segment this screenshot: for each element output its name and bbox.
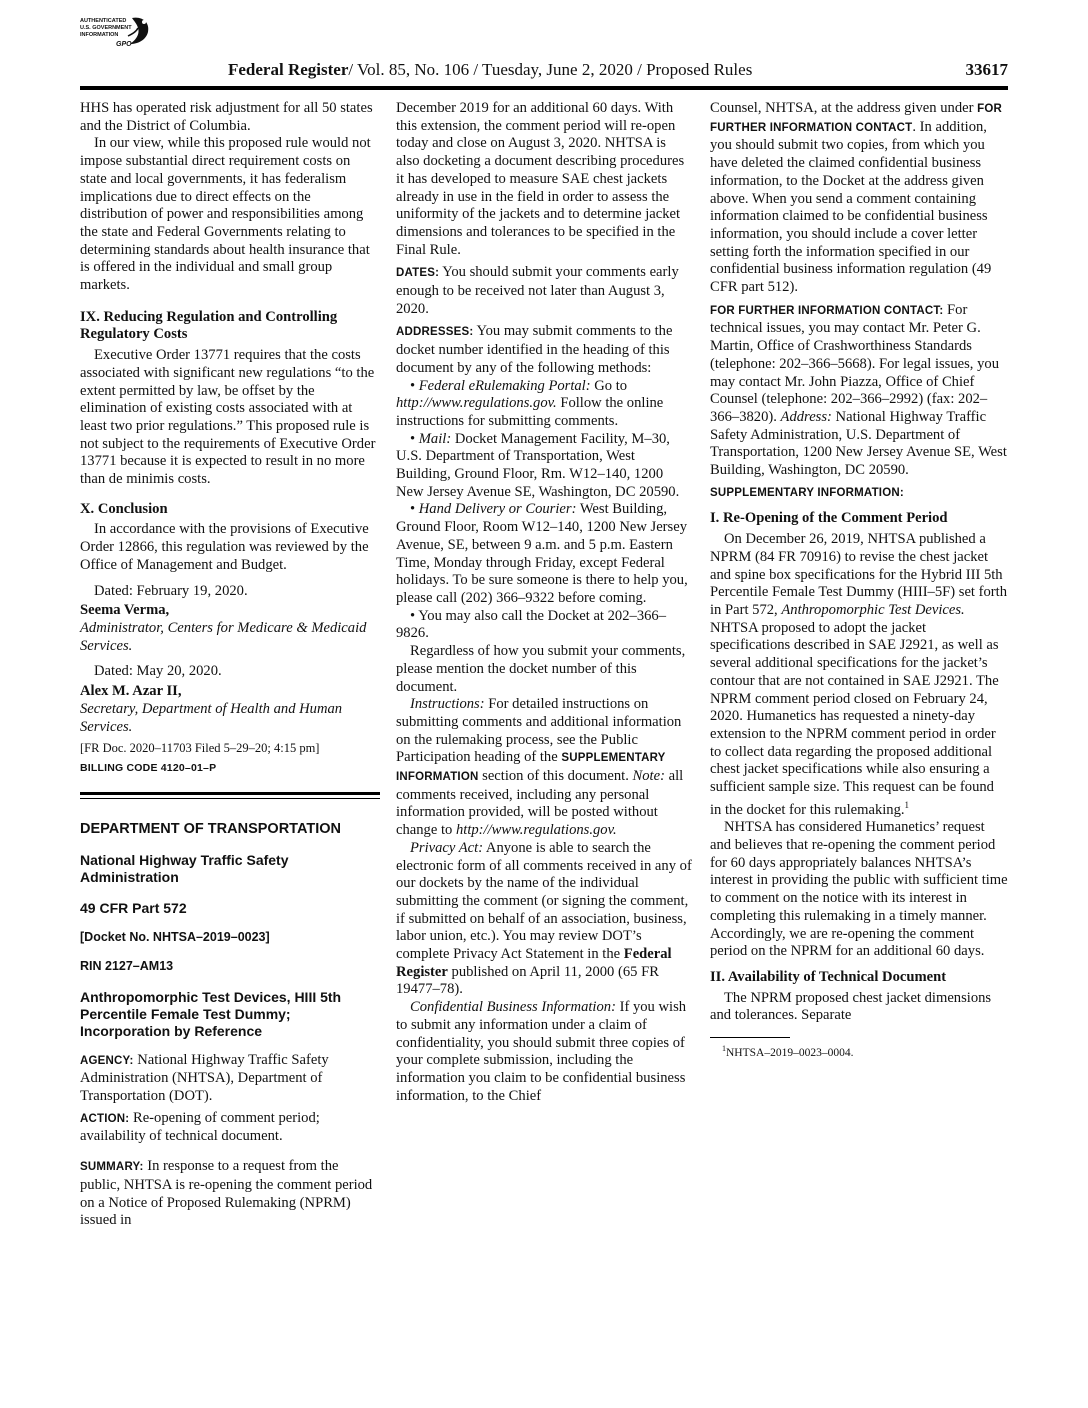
part-title: Anthropomorphic Test Devices. xyxy=(781,601,965,618)
signer-name: Alex M. Azar II, xyxy=(80,683,182,700)
regulations-link[interactable]: http://www.regulations.gov. xyxy=(455,822,617,839)
page-header xyxy=(80,60,1008,84)
list-item: • Federal eRulemaking Portal: Go to http://www.regulations.gov. Follow the online instructions for submitting comments. xyxy=(396,377,664,429)
header-rule xyxy=(80,86,1008,90)
signer-title: Administrator, Centers for Medicare & Medicaid Services. xyxy=(80,619,367,654)
dates-label: DATES: xyxy=(396,267,440,280)
portal-text-2: Follow the online instructions for submitting comments. xyxy=(396,395,664,429)
paragraph: December 2019 for an additional 60 days. With this extension, the comment period will re-open today and close on August 3, 2020. NHTSA is also docketing a document describing procedures it has developed to measure SAE chest jackets already in use in the field in order to assess the uniformity of the jackets and to determine jacket dimensions and tolerances to be specified in the Final Rule. xyxy=(396,100,685,258)
rin-number: RIN 2127–AM13 xyxy=(80,958,174,973)
agency-label: AGENCY: xyxy=(80,1054,134,1067)
column-3 xyxy=(710,100,1008,1060)
nprm-text-2: NHTSA proposed to adopt the jacket specifications described in SAE J2921, as well as several additional specifications for the jacket’s contour that are not contained in SAE J2921. The NPRM comment period closed on February 24, 2020. Humanetics has requested a ninety-day extension to the NPRM comment period in order to collect data regarding the proposed additional chest jacket specifications while also ensuring a sufficient sample size. This request can be found in the docket for this rulemaking. xyxy=(710,619,999,818)
action-text: Re-opening of comment period; availability of technical document. xyxy=(80,1109,320,1145)
regulations-link[interactable]: http://www.regulations.gov. xyxy=(396,395,557,412)
dates-text: You should submit your comments early enough to be received not later than August 3, 2020. xyxy=(396,264,679,317)
cfr-part: 49 CFR Part 572 xyxy=(80,899,187,916)
mail-label: Mail: xyxy=(418,430,452,447)
dated-line: Dated: May 20, 2020. xyxy=(94,663,222,680)
paragraph xyxy=(710,100,1008,297)
summary-label: SUMMARY: xyxy=(80,1161,144,1174)
privacy-text-2: published on April 11, 2000 (65 FR 19477–78). xyxy=(396,963,659,998)
paragraph: In accordance with the provisions of Executive Order 12866, this regulation was reviewed by the Office of Management and Budget. xyxy=(80,521,369,573)
portal-label: Federal eRulemaking Portal: xyxy=(418,377,591,394)
footnote-number: 1 xyxy=(722,1044,726,1054)
docket-phone-text: You may also call the Docket at 202–366–9826. xyxy=(396,607,667,642)
addresses-section xyxy=(396,323,692,377)
ffic-text: For technical issues, you may contact Mr. Peter G. Martin, Office of Crashworthiness Standards (telephone: 202–366–5668). For legal issues, you may contact Mr. John Piazza, Office of Chief Counsel (telephone: 202–366–2992) (fax: 202–366–3820). xyxy=(710,301,999,425)
dated-line: Dated: February 19, 2020. xyxy=(94,582,248,599)
svg-text:U.S. GOVERNMENT: U.S. GOVERNMENT xyxy=(80,25,132,31)
billing-code: BILLING CODE 4120–01–P xyxy=(80,761,217,774)
supplementary-info-label: SUPPLEMENTARY INFORMATION: xyxy=(710,486,904,499)
dates-section xyxy=(396,264,692,318)
svg-text:AUTHENTICATED: AUTHENTICATED xyxy=(80,18,127,24)
agency-heading: National Highway Traffic Safety Administration xyxy=(80,851,289,885)
nprm-text: On December 26, 2019, NHTSA published a NPRM (84 FR 70916) to revise the chest jacket and spine box specifications for the Hybrid III 5th Percentile Female Test Dummy (HIII–5F) set forth in Part 572, xyxy=(710,531,1007,618)
address-label: Address: xyxy=(780,408,832,425)
ffic-ref: FOR FURTHER INFORMATION CONTACT xyxy=(710,103,1002,134)
list-item: • Mail: Docket Management Facility, M–30, U.S. Department of Transportation, West Building, Ground Floor, Rm. W12–140, 1200 New Jersey Avenue SE, Washington, DC 20590. xyxy=(396,430,680,500)
action-section xyxy=(80,1110,380,1146)
docket-number: [Docket No. NHTSA–2019–0023] xyxy=(80,929,270,944)
paragraph xyxy=(710,531,1008,819)
footnote-rule xyxy=(710,1037,790,1038)
journal-name: Federal Register xyxy=(228,60,349,79)
section-heading: II. Availability of Technical Document xyxy=(710,968,947,985)
addresses-text: You may submit comments to the docket number identified in the heading of this document by any of the following methods: xyxy=(396,323,673,376)
action-label: ACTION: xyxy=(80,1112,130,1125)
counsel-text: Counsel, NHTSA, at the address given under xyxy=(710,100,974,116)
portal-text: Go to xyxy=(594,377,628,394)
federal-register-ref: Federal Register xyxy=(396,946,672,980)
paragraph: HHS has operated risk adjustment for all 50 states and the District of Columbia. xyxy=(80,100,373,134)
mail-text: Docket Management Facility, M–30, U.S. Department of Transportation, West Building, Ground Floor, Rm. W12–140, 1200 New Jersey Avenue SE, Washington, DC 20590. xyxy=(396,430,680,500)
list-item: • You may also call the Docket at 202–366–9826. xyxy=(396,607,667,642)
paragraph: The NPRM proposed chest jacket dimensions and tolerances. Separate xyxy=(710,989,992,1024)
privacy-paragraph xyxy=(396,840,692,999)
addresses-label: ADDRESSES: xyxy=(396,326,474,339)
agency-section xyxy=(80,1052,380,1106)
paragraph: Executive Order 13771 requires that the costs associated with significant new regulations “to the extent permitted by law, be offset by the elimination of existing costs associated with at least two prior regulations.” This proposed rule is not subject to the requirements of Executive Order 13771 because it is expected to result in no more than de minimis costs. xyxy=(80,347,376,488)
column-2 xyxy=(396,100,692,1105)
note-label: Note: xyxy=(632,768,665,785)
section-heading: I. Re-Opening of the Comment Period xyxy=(710,510,948,527)
paragraph: Regardless of how you submit your comments, please mention the docket number of this document. xyxy=(396,643,686,695)
cbi-text: If you wish to submit any information under a claim of confidentiality, you should submit three copies of your complete submission, including the information you claim to be confidential business information, to the Chief xyxy=(396,999,687,1104)
instructions-text-2: section of this document. xyxy=(482,768,629,785)
section-heading: X. Conclusion xyxy=(80,500,168,517)
svg-text:INFORMATION: INFORMATION xyxy=(80,32,119,38)
page-number: 33617 xyxy=(965,60,1008,79)
note-text: all comments received, including any personal information provided, will be posted without change to xyxy=(396,768,684,839)
footnote-text: NHTSA–2019–0023–0004. xyxy=(726,1046,854,1059)
list-item: • Hand Delivery or Courier: West Building, Ground Floor, Room W12–140, 1200 New Jersey Avenue, SE, between 9 a.m. and 5 p.m. Eastern Time, Monday through Friday, except Federal holidays. To be sure someone is there to help you, please call (202) 366–9322 before coming. xyxy=(396,501,688,606)
signer-name: Seema Verma, xyxy=(80,602,170,619)
ffic-address-text: National Highway Traffic Safety Administration, U.S. Department of Transportation, 1200 New Jersey Avenue SE, West Building, Washington, DC 20590. xyxy=(710,408,1007,479)
document-separator xyxy=(80,798,380,799)
summary-section xyxy=(80,1158,380,1230)
volume-line: / Vol. 85, No. 106 / Tuesday, June 2, 2020 / Proposed Rules xyxy=(348,60,753,79)
counsel-text-2: . In addition, you should submit two copies, from which you have deleted the claimed confidential business information, to the Docket at the address given above. When you send a comment containing information claimed to be confidential business information, you should include a cover letter setting forth the information specified in our confidential business information regulation (49 CFR part 512). xyxy=(710,118,992,296)
fr-doc-line: [FR Doc. 2020–11703 Filed 5–29–20; 4:15 pm] xyxy=(80,741,320,756)
gpo-authentication-logo-icon xyxy=(80,14,160,54)
privacy-text: Anyone is able to search the electronic form of all comments received in any of our dockets by the name of the individual submitting the comment (or signing the comment, if submitted on behalf of an association, business, labor union, etc.). You may review DOT’s complete Privacy Act Statement in the xyxy=(396,839,692,963)
column-1 xyxy=(80,100,380,1230)
ffic-section xyxy=(710,302,1008,480)
cbi-label: Confidential Business Information: xyxy=(410,999,616,1016)
document-separator xyxy=(80,792,380,795)
privacy-label: Privacy Act: xyxy=(410,839,484,856)
instructions-label: Instructions: xyxy=(410,696,485,713)
paragraph: In our view, while this proposed rule would not impose substantial direct requirement costs on state and local governments, it has federalism implications due to direct effects on the distribution of power and responsibilities among the state and Federal Governments relating to determining standards about health insurance that is offered in the individual and small group markets. xyxy=(80,135,371,294)
department-heading: DEPARTMENT OF TRANSPORTATION xyxy=(80,820,341,837)
supplementary-info-ref: SUPPLEMENTARY INFORMATION xyxy=(396,752,666,784)
section-heading: IX. Reducing Regulation and Controlling Regulatory Costs xyxy=(80,308,338,343)
paragraph: NHTSA has considered Humanetics’ request and believes that re-opening the comment period for 60 days appropriately balances NHTSA’s interest in providing the public with sufficient time to comment on the notice with its interest in completing this rulemaking in a timely manner. Accordingly, we are re-opening the comment period on the NPRM for an additional 60 days. xyxy=(710,819,1008,960)
footnote-ref[interactable]: 1 xyxy=(904,799,910,810)
footnote xyxy=(710,1042,1008,1060)
ffic-label: FOR FURTHER INFORMATION CONTACT: xyxy=(710,304,944,317)
instructions-paragraph xyxy=(396,696,692,840)
rule-title: Anthropomorphic Test Devices, HIII 5th Percentile Female Test Dummy; Incorporation by Reference xyxy=(80,988,342,1039)
hand-delivery-label: Hand Delivery or Courier: xyxy=(418,501,577,518)
header-title xyxy=(228,60,752,80)
svg-text:GPO: GPO xyxy=(116,41,132,48)
cbi-paragraph xyxy=(396,999,692,1105)
signer-title: Secretary, Department of Health and Human Services. xyxy=(80,700,343,735)
instructions-text: For detailed instructions on submitting comments and additional information on the rulemaking process, see the Public Participation heading of the xyxy=(396,696,682,766)
agency-text: National Highway Traffic Safety Administration (NHTSA), Department of Transportation (DOT). xyxy=(80,1051,329,1105)
summary-text: In response to a request from the public, NHTSA is re-opening the comment period on a Notice of Proposed Rulemaking (NPRM) issued in xyxy=(80,1158,373,1229)
hand-delivery-text: West Building, Ground Floor, Room W12–140, 1200 New Jersey Avenue, SE, between 9 a.m. and 5 p.m. Eastern Time, Monday through Friday, except Federal holidays. To be sure someone is there to help you, please call (202) 366–9322 before coming. xyxy=(396,501,688,606)
